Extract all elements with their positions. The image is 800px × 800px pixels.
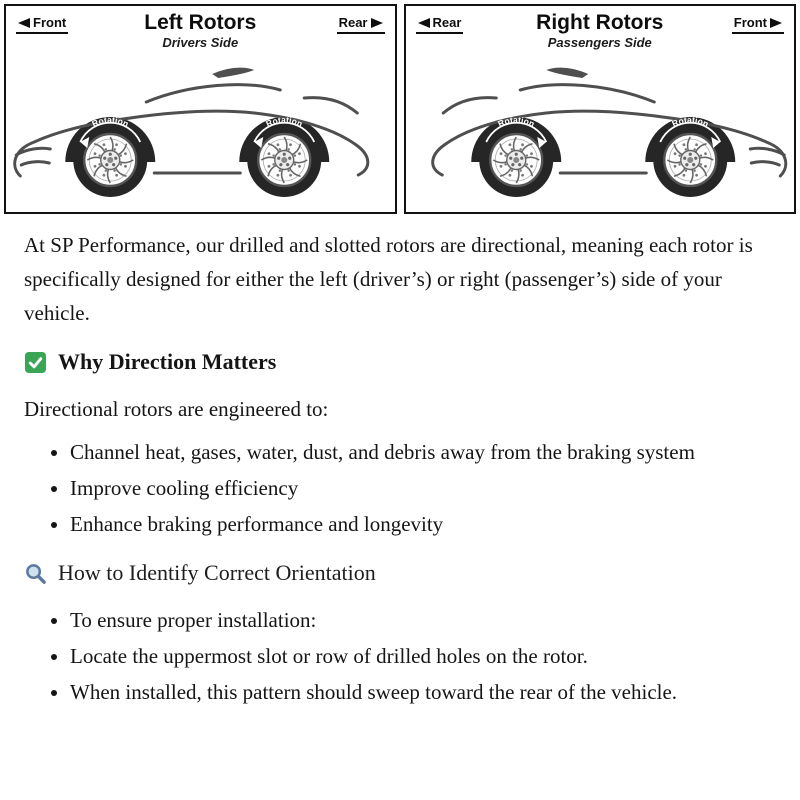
rotation-label: Rotation: [264, 114, 305, 129]
panel-subtitle: Drivers Side: [162, 35, 239, 50]
rotation-label: Rotation: [669, 114, 710, 129]
left-panel-header: [6, 6, 395, 56]
rear-direction-label: [337, 15, 385, 34]
magnifier-icon: [24, 562, 47, 585]
arrow-right-icon: [371, 18, 383, 28]
list-item: • Locate the uppermost slot or row of drilled holes on the rotor.: [70, 639, 774, 673]
arrow-right-icon: [770, 18, 782, 28]
left-rotors-panel: [4, 4, 397, 214]
rotation-label: Rotation: [495, 114, 536, 129]
rear-direction-label: [416, 15, 464, 34]
rotor-direction-diagram: [0, 0, 800, 214]
intro-paragraph: At SP Performance, our drilled and slotted rotors are directional, meaning each rotor is specifically designed for either the left (driver’s) or right (passenger’s) side of your vehicle.: [24, 233, 753, 325]
arrow-left-icon: [418, 18, 430, 28]
left-car-illustration: [6, 56, 395, 210]
panel-subtitle: Passengers Side: [547, 35, 652, 50]
section-heading-text: How to Identify Correct Orientation: [58, 560, 376, 585]
section1-lead: Directional rotors are engineered to:: [24, 397, 329, 421]
panel-title: Left Rotors: [144, 11, 257, 34]
direction-text: Front: [733, 15, 767, 30]
front-direction-label: [732, 15, 784, 34]
panel-title: Right Rotors: [536, 11, 664, 34]
right-rotors-panel: [404, 4, 797, 214]
list-item: • When installed, this pattern should sweep toward the rear of the vehicle.: [70, 675, 774, 709]
rotation-label: Rotation: [90, 114, 131, 129]
section-heading-identify-orientation: [24, 558, 774, 588]
list-item: • Improve cooling efficiency: [70, 471, 774, 505]
article-content: [0, 214, 800, 709]
list-item: • Channel heat, gases, water, dust, and debris away from the braking system: [70, 435, 774, 469]
list-item: • To ensure proper installation:: [70, 603, 774, 637]
direction-text: Rear: [338, 15, 368, 30]
arrow-left-icon: [18, 18, 30, 28]
right-panel-header: [406, 6, 795, 56]
section-heading-text: Why Direction Matters: [58, 349, 277, 374]
section-heading-why-direction-matters: [24, 347, 774, 377]
orientation-list: [24, 603, 774, 709]
benefits-list: [24, 435, 774, 541]
check-icon: [24, 351, 47, 374]
list-item: • Enhance braking performance and longevity: [70, 507, 774, 541]
direction-text: Rear: [432, 15, 462, 30]
direction-text: Front: [33, 15, 67, 30]
right-car-illustration: [406, 56, 795, 210]
front-direction-label: [16, 15, 68, 34]
